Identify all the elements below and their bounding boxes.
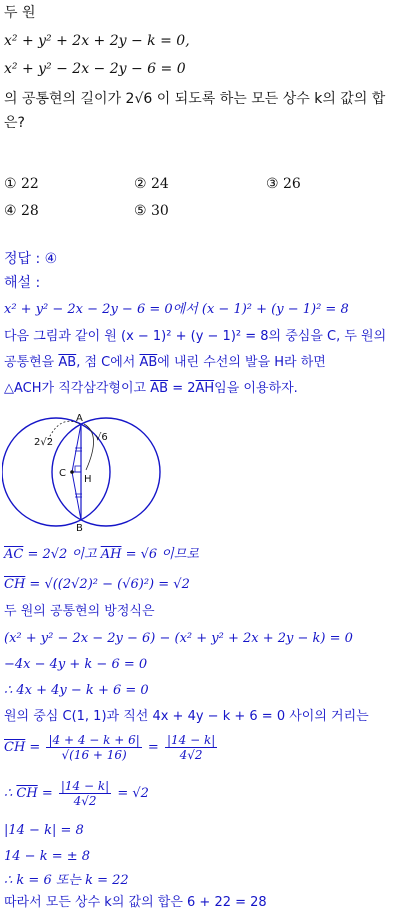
solution-step-4: △ACH가 직각삼각형이고 $\overline{AB} = 2\overline{AH}$임을 이용하자. (4, 381, 298, 396)
solution-step-1: x² + y² − 2x − 2y − 6 = 0에서 (x − 1)² + (y − 1)² = 8 (4, 302, 349, 317)
fraction-equation: $\frac{|14 - k|}{4√2}$ (60, 779, 110, 808)
choice-4[interactable]: ④ 28 (4, 203, 39, 219)
choice-3[interactable]: ③ 26 (266, 176, 301, 192)
equation-1: x² + y² + 2x + 2y − k = 0, (4, 33, 190, 49)
solution-step-9: −4x − 4y + k − 6 = 0 (4, 657, 148, 672)
answer-line: 정답 : ④ (4, 251, 58, 267)
label-H: H (84, 474, 92, 485)
choice-1[interactable]: ① 22 (4, 176, 39, 192)
solution-step-5: $\overline{AC} = 2√2$ 이고 $\overline{AH} = √6$ 이므로 (4, 547, 199, 562)
solution-step-3: 공통현을 $\overline{AB}$, 점 C에서 $\overline{AB}$에 내린 수선의 발을 H라 하면 (4, 355, 326, 370)
choice-2[interactable]: ② 24 (134, 176, 169, 192)
problem-line1: 두 원 (4, 5, 36, 21)
label-B: B (76, 523, 83, 534)
brace-r6 (84, 424, 94, 470)
point-C (70, 470, 74, 474)
solution-heading: 해설 : (4, 275, 41, 291)
two-circles-figure (2, 410, 166, 534)
solution-step-12: $\overline{CH}$ = $\frac{|4 + 4 - k + 6|}{√(16 + 16)}$ = $\frac{|14 - k|}{4√2}$ (4, 733, 216, 762)
solution-step-14: |14 − k| = 8 (4, 823, 84, 838)
right-angle-mark (75, 466, 81, 472)
solution-step-13: ∴ $\overline{CH}$ = $\frac{|14 - k|}{4√2}$ = √2 (4, 779, 149, 808)
fraction-distance: $\frac{|4 + 4 - k + 6|}{√(16 + 16)}$ (48, 733, 140, 762)
solution-step-6: $\overline{CH} = √((2√2)^2 - (√6)^2) = √2$ (4, 577, 190, 592)
circle-left (2, 418, 110, 526)
choice-5[interactable]: ⑤ 30 (134, 203, 169, 219)
solution-step-10: ∴ 4x + 4y − k + 6 = 0 (4, 683, 149, 698)
solution-step-8: (x² + y² − 2x − 2y − 6) − (x² + y² + 2x + 2y − k) = 0 (4, 631, 353, 646)
solution-step-2: 다음 그림과 같이 원 (x − 1)² + (y − 1)² = 8의 중심을 C, 두 원의 (4, 329, 387, 344)
equation-2: x² + y² − 2x − 2y − 6 = 0 (4, 61, 186, 77)
solution-step-16: ∴ k = 6 또는 k = 22 (4, 873, 129, 888)
problem-line4: 의 공통현의 길이가 2√6 이 되도록 하는 모든 상수 k의 값의 합 (4, 91, 386, 107)
solution-step-11: 원의 중심 C(1, 1)과 직선 4x + 4y − k + 6 = 0 사이의 거리는 (4, 709, 369, 724)
label-C: C (59, 468, 66, 479)
fraction-simplified: $\frac{|14 - k|}{4√2}$ (166, 733, 216, 762)
label-2root2: 2√2 (34, 437, 54, 448)
solution-step-7: 두 원의 공통현의 방정식은 (4, 604, 155, 619)
solution-step-15: 14 − k = ± 8 (4, 849, 91, 864)
problem-line5: 은? (4, 115, 25, 131)
label-root6: √6 (95, 432, 108, 443)
label-A: A (76, 413, 83, 424)
segment-CB (72, 472, 81, 520)
solution-conclusion: 따라서 모든 상수 k의 값의 합은 6 + 22 = 28 (4, 895, 267, 910)
